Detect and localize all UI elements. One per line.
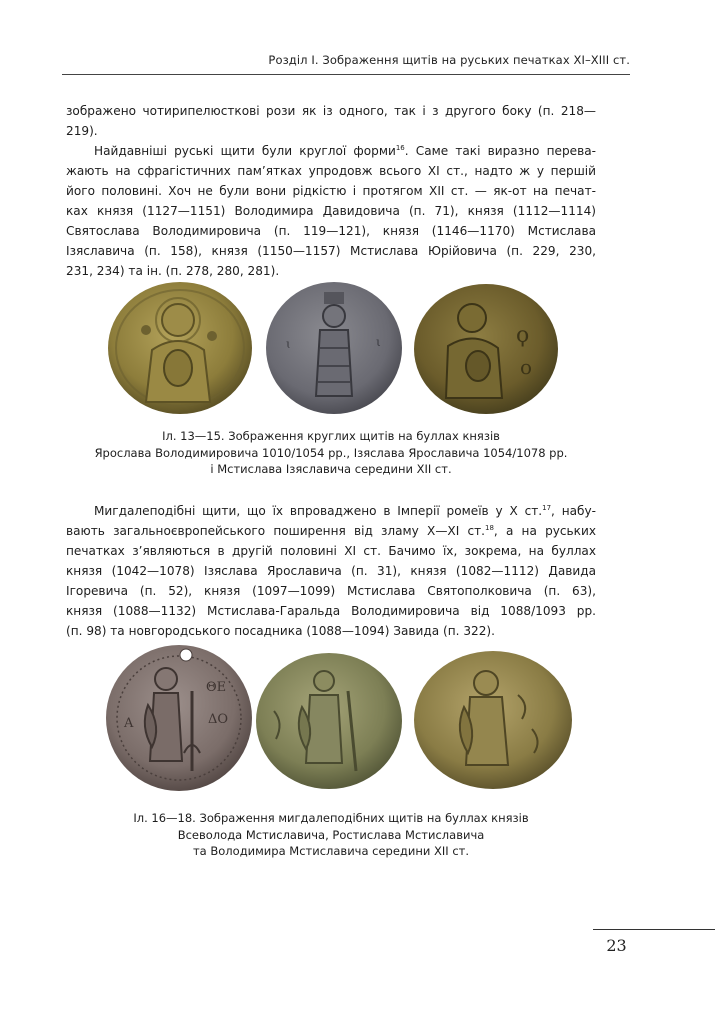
caption-line: Всеволода Мстиславича, Ростислава Мстиславича — [177, 827, 485, 842]
figure-16-18-caption — [66, 810, 596, 860]
running-head: Розділ I. Зображення щитів на руських печатках XI–XIII ст. — [268, 53, 630, 67]
text-line: його половині. Хоч не були вони рідкістю і протягом XII ст. — як-от на печат- — [66, 184, 596, 198]
text-line — [66, 521, 596, 541]
svg-text:Α: Α — [124, 716, 134, 731]
seal-mstyslav-image — [412, 282, 560, 416]
seal-volodymyr-image — [412, 649, 574, 791]
text-segment: Мигдалеподібні щити, що їх впроваджено в Імперії ромеїв у X ст. — [94, 504, 543, 518]
footnote-ref[interactable]: 17 — [542, 504, 552, 512]
figure-13-15-seals — [106, 278, 566, 418]
svg-text:ꙇ: ꙇ — [286, 337, 291, 351]
text-segment: вають загальноєвропейського поширення від зламу X—XI ст. — [66, 524, 485, 538]
paragraph-2 — [66, 501, 596, 641]
svg-text:ΔΟ: ΔΟ — [208, 712, 229, 727]
seal-yaroslav-image — [106, 280, 254, 416]
seal-izyaslav-image — [264, 278, 404, 416]
text-segment: , а на руських — [493, 524, 596, 538]
paragraph-1 — [66, 101, 596, 281]
text-line: 219). — [66, 124, 98, 138]
caption-line: Іл. 16—18. Зображення мигдалеподібних щитів на буллах князів — [133, 811, 529, 825]
svg-text:ΘΕ: ΘΕ — [206, 680, 227, 695]
text-segment: , набу- — [551, 504, 596, 518]
caption-line: Іл. 13—15. Зображення круглих щитів на буллах князів — [162, 429, 500, 443]
figure-16-18-seals — [104, 643, 576, 793]
header-rule — [62, 74, 630, 75]
text-line: ках князя (1127—1151) Володимира Давидовича (п. 71), князя (1112—1114) — [66, 204, 596, 218]
caption-line: і Мстислава Ізяславича середини XII ст. — [210, 462, 452, 476]
text-line: печатках з’являються в другій половині XI ст. Бачимо їх, зокрема, на буллах — [66, 544, 596, 558]
text-line: князя (1042—1078) Ізяслава Ярославича (п. 31), князя (1082—1112) Давида — [66, 564, 596, 578]
caption-line: та Володимира Мстиславича середини XII ст. — [192, 844, 470, 858]
svg-text:ι: ι — [376, 335, 381, 349]
text-line: (п. 98) та новгородського посадника (1088—1094) Завида (п. 322). — [66, 624, 495, 638]
page-number: 23 — [606, 936, 627, 955]
seal-rostyslav-image — [254, 651, 404, 791]
text-segment: . Саме такі виразно перева- — [404, 144, 596, 158]
text-line: зображено чотирипелюсткові рози як із одного, так і з другого боку (п. 218— — [66, 104, 596, 118]
text-line: Святослава Володимировича (п. 119—121), князя (1146—1170) Мстислава — [66, 224, 596, 238]
figure-13-15-caption — [66, 428, 596, 478]
text-line: князя (1088—1132) Мстислава-Гаральда Володимировича від 1088/1093 рр. — [66, 604, 596, 618]
text-line: 231, 234) та ін. (п. 278, 280, 281). — [66, 264, 280, 278]
svg-text:ο: ο — [520, 355, 533, 379]
footnote-ref[interactable]: 16 — [395, 144, 405, 152]
footnote-ref[interactable]: 18 — [485, 524, 494, 532]
text-line: жають на сфрагістичних пам’ятках упродовж всього XI ст., надто ж у першій — [66, 164, 596, 178]
text-line — [66, 501, 596, 521]
text-line — [66, 141, 596, 161]
text-segment: Найдавніші руські щити були круглої форми — [94, 144, 396, 158]
text-line: Ігоревича (п. 52), князя (1097—1099) Мстислава Святополковича (п. 63), — [66, 584, 596, 598]
footer-rule — [593, 929, 715, 930]
text-line: Ізяславича (п. 158), князя (1150—1157) Мстислава Юрійовича (п. 229, 230, — [66, 244, 596, 258]
caption-line: Ярослава Володимировича 1010/1054 рр., Ізяслава Ярославича 1054/1078 рр. — [94, 445, 568, 460]
seal-vsevolod-image — [104, 643, 254, 793]
svg-text:ϙ: ϙ — [516, 323, 530, 348]
